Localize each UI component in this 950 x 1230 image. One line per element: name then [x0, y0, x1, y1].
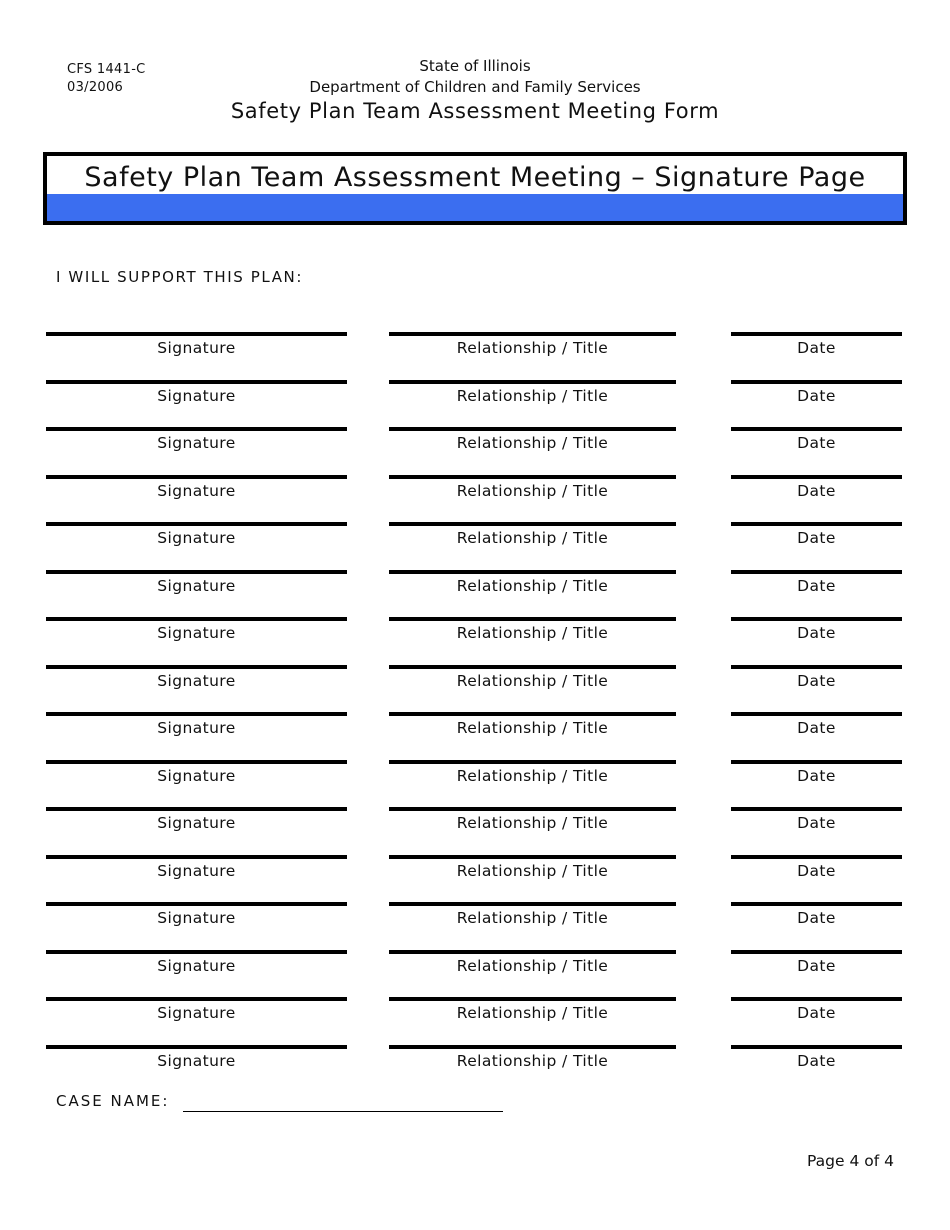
signature-row [0, 855, 950, 903]
case-name-field[interactable] [183, 1111, 503, 1112]
date-line[interactable]: Date [731, 902, 902, 927]
signature-row [0, 807, 950, 855]
date-line[interactable]: Date [731, 475, 902, 500]
relationship-title-line[interactable]: Relationship / Title [389, 902, 676, 927]
signature-line[interactable]: Signature [46, 475, 347, 500]
signature-line[interactable]: Signature [46, 380, 347, 405]
signature-line[interactable]: Signature [46, 427, 347, 452]
form-revision-date: 03/2006 [67, 80, 124, 95]
form-title: Safety Plan Team Assessment Meeting Form [230, 99, 720, 123]
relationship-title-line[interactable]: Relationship / Title [389, 1045, 676, 1070]
signature-line[interactable]: Signature [46, 902, 347, 927]
relationship-title-line[interactable]: Relationship / Title [389, 712, 676, 737]
date-line[interactable]: Date [731, 522, 902, 547]
relationship-title-line[interactable]: Relationship / Title [389, 760, 676, 785]
signature-line[interactable]: Signature [46, 950, 347, 975]
signature-row [0, 760, 950, 808]
relationship-title-line[interactable]: Relationship / Title [389, 617, 676, 642]
signature-row [0, 427, 950, 475]
relationship-title-line[interactable]: Relationship / Title [389, 570, 676, 595]
date-line[interactable]: Date [731, 712, 902, 737]
signature-line[interactable]: Signature [46, 665, 347, 690]
relationship-title-line[interactable]: Relationship / Title [389, 997, 676, 1022]
relationship-title-line[interactable]: Relationship / Title [389, 665, 676, 690]
signature-row [0, 332, 950, 380]
date-line[interactable]: Date [731, 617, 902, 642]
department-name: Department of Children and Family Services [309, 78, 641, 96]
date-line[interactable]: Date [731, 380, 902, 405]
state-name: State of Illinois [419, 57, 531, 75]
signature-row [0, 997, 950, 1045]
signature-row [0, 665, 950, 713]
signature-row [0, 617, 950, 665]
signature-line[interactable]: Signature [46, 617, 347, 642]
page-title-box [43, 152, 907, 225]
signature-line[interactable]: Signature [46, 712, 347, 737]
signature-row [0, 380, 950, 428]
signature-line[interactable]: Signature [46, 1045, 347, 1070]
signature-row [0, 902, 950, 950]
date-line[interactable]: Date [731, 760, 902, 785]
signature-line[interactable]: Signature [46, 760, 347, 785]
signature-table [0, 332, 950, 1092]
signature-line[interactable]: Signature [46, 332, 347, 357]
date-line[interactable]: Date [731, 807, 902, 832]
relationship-title-line[interactable]: Relationship / Title [389, 855, 676, 880]
signature-row [0, 950, 950, 998]
relationship-title-line[interactable]: Relationship / Title [389, 332, 676, 357]
signature-line[interactable]: Signature [46, 522, 347, 547]
relationship-title-line[interactable]: Relationship / Title [389, 950, 676, 975]
relationship-title-line[interactable]: Relationship / Title [389, 807, 676, 832]
date-line[interactable]: Date [731, 855, 902, 880]
date-line[interactable]: Date [731, 427, 902, 452]
signature-row [0, 475, 950, 523]
page-title: Safety Plan Team Assessment Meeting – Signature Page [84, 162, 866, 193]
signature-row [0, 570, 950, 618]
support-label: I WILL SUPPORT THIS PLAN: [56, 268, 304, 286]
relationship-title-line[interactable]: Relationship / Title [389, 427, 676, 452]
signature-row [0, 712, 950, 760]
relationship-title-line[interactable]: Relationship / Title [389, 522, 676, 547]
signature-line[interactable]: Signature [46, 997, 347, 1022]
date-line[interactable]: Date [731, 665, 902, 690]
signature-line[interactable]: Signature [46, 570, 347, 595]
date-line[interactable]: Date [731, 332, 902, 357]
date-line[interactable]: Date [731, 950, 902, 975]
date-line[interactable]: Date [731, 570, 902, 595]
form-number: CFS 1441-C [67, 62, 146, 77]
case-name-label: CASE NAME: [56, 1092, 170, 1110]
relationship-title-line[interactable]: Relationship / Title [389, 475, 676, 500]
title-accent-band [47, 194, 903, 221]
signature-row [0, 522, 950, 570]
date-line[interactable]: Date [731, 997, 902, 1022]
signature-line[interactable]: Signature [46, 855, 347, 880]
signature-row [0, 1045, 950, 1093]
page-number: Page 4 of 4 [807, 1152, 894, 1170]
date-line[interactable]: Date [731, 1045, 902, 1070]
relationship-title-line[interactable]: Relationship / Title [389, 380, 676, 405]
signature-line[interactable]: Signature [46, 807, 347, 832]
